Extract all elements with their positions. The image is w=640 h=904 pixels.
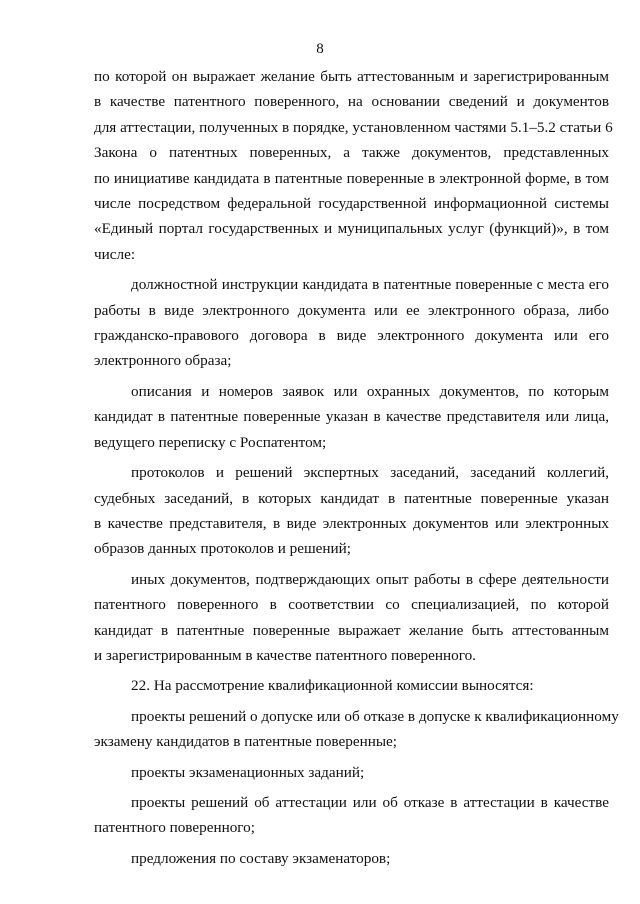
text-line: предложения по составу экзаменаторов; xyxy=(131,849,391,867)
text-line: в качестве патентного поверенного, на основании сведений и документов xyxy=(94,93,609,111)
page-number: 8 xyxy=(316,41,324,57)
text-line: числе посредством федеральной государственной информационной системы xyxy=(94,195,609,213)
text-line: судебных заседаний, в которых кандидат в патентные поверенные указан xyxy=(94,489,609,507)
text-line: образов данных протоколов и решений; xyxy=(94,540,352,558)
paragraph xyxy=(94,460,609,562)
text-line: описания и номеров заявок или охранных документов, по которым xyxy=(131,382,609,400)
text-line: патентного поверенного; xyxy=(94,819,255,837)
text-line: должностной инструкции кандидата в патентные поверенные с места его xyxy=(131,276,609,294)
text-line: работы в виде электронного документа или ее электронного образа, либо xyxy=(94,301,609,319)
paragraph xyxy=(94,379,609,455)
text-line: по инициативе кандидата в патентные поверенные в электронной форме, в том xyxy=(94,169,609,187)
paragraph xyxy=(94,704,619,755)
text-line: протоколов и решений экспертных заседаний, заседаний коллегий, xyxy=(131,464,609,482)
text-line: гражданско-правового договора в виде электронного документа или его xyxy=(94,327,609,345)
paragraph xyxy=(94,272,609,374)
text-line: электронного образа; xyxy=(94,352,232,370)
text-line: проекты экзаменационных заданий; xyxy=(131,763,365,781)
text-line: ведущего переписку с Роспатентом; xyxy=(94,433,327,451)
paragraph xyxy=(94,760,609,785)
text-line: экзамену кандидатов в патентные поверенные; xyxy=(94,733,398,751)
text-line: проекты решений об аттестации или об отказе в аттестации в качестве xyxy=(131,793,609,811)
paragraph xyxy=(94,567,609,669)
text-line: кандидат в патентные поверенные выражает желание быть аттестованным xyxy=(94,621,609,639)
document-body xyxy=(94,64,619,871)
text-line: 22. На рассмотрение квалификационной комиссии выносятся: xyxy=(131,677,534,695)
text-line: числе: xyxy=(94,245,136,263)
text-line: иных документов, подтверждающих опыт работы в сфере деятельности xyxy=(131,570,609,588)
text-line: кандидат в патентные поверенные указан в качестве представителя или лица, xyxy=(94,408,609,426)
text-line: в качестве представителя, в виде электронных документов или электронных xyxy=(94,514,609,532)
text-line: по которой он выражает желание быть аттестованным и зарегистрированным xyxy=(94,68,609,85)
text-line: «Единый портал государственных и муниципальных услуг (функций)», в том xyxy=(94,220,609,238)
text-line: для аттестации, полученных в порядке, установленном частями 5.1–5.2 статьи 6 xyxy=(94,118,613,136)
paragraph xyxy=(94,673,609,698)
text-line: проекты решений о допуске или об отказе в допуске к квалификационному xyxy=(131,707,619,725)
paragraph xyxy=(94,790,609,841)
text-line: Закона о патентных поверенных, а также документов, представленных xyxy=(94,144,609,162)
paragraph xyxy=(94,64,613,267)
paragraph xyxy=(94,846,609,871)
text-line: патентного поверенного в соответствии со специализацией, по которой xyxy=(94,596,609,614)
text-line: и зарегистрированным в качестве патентного поверенного. xyxy=(94,646,476,664)
